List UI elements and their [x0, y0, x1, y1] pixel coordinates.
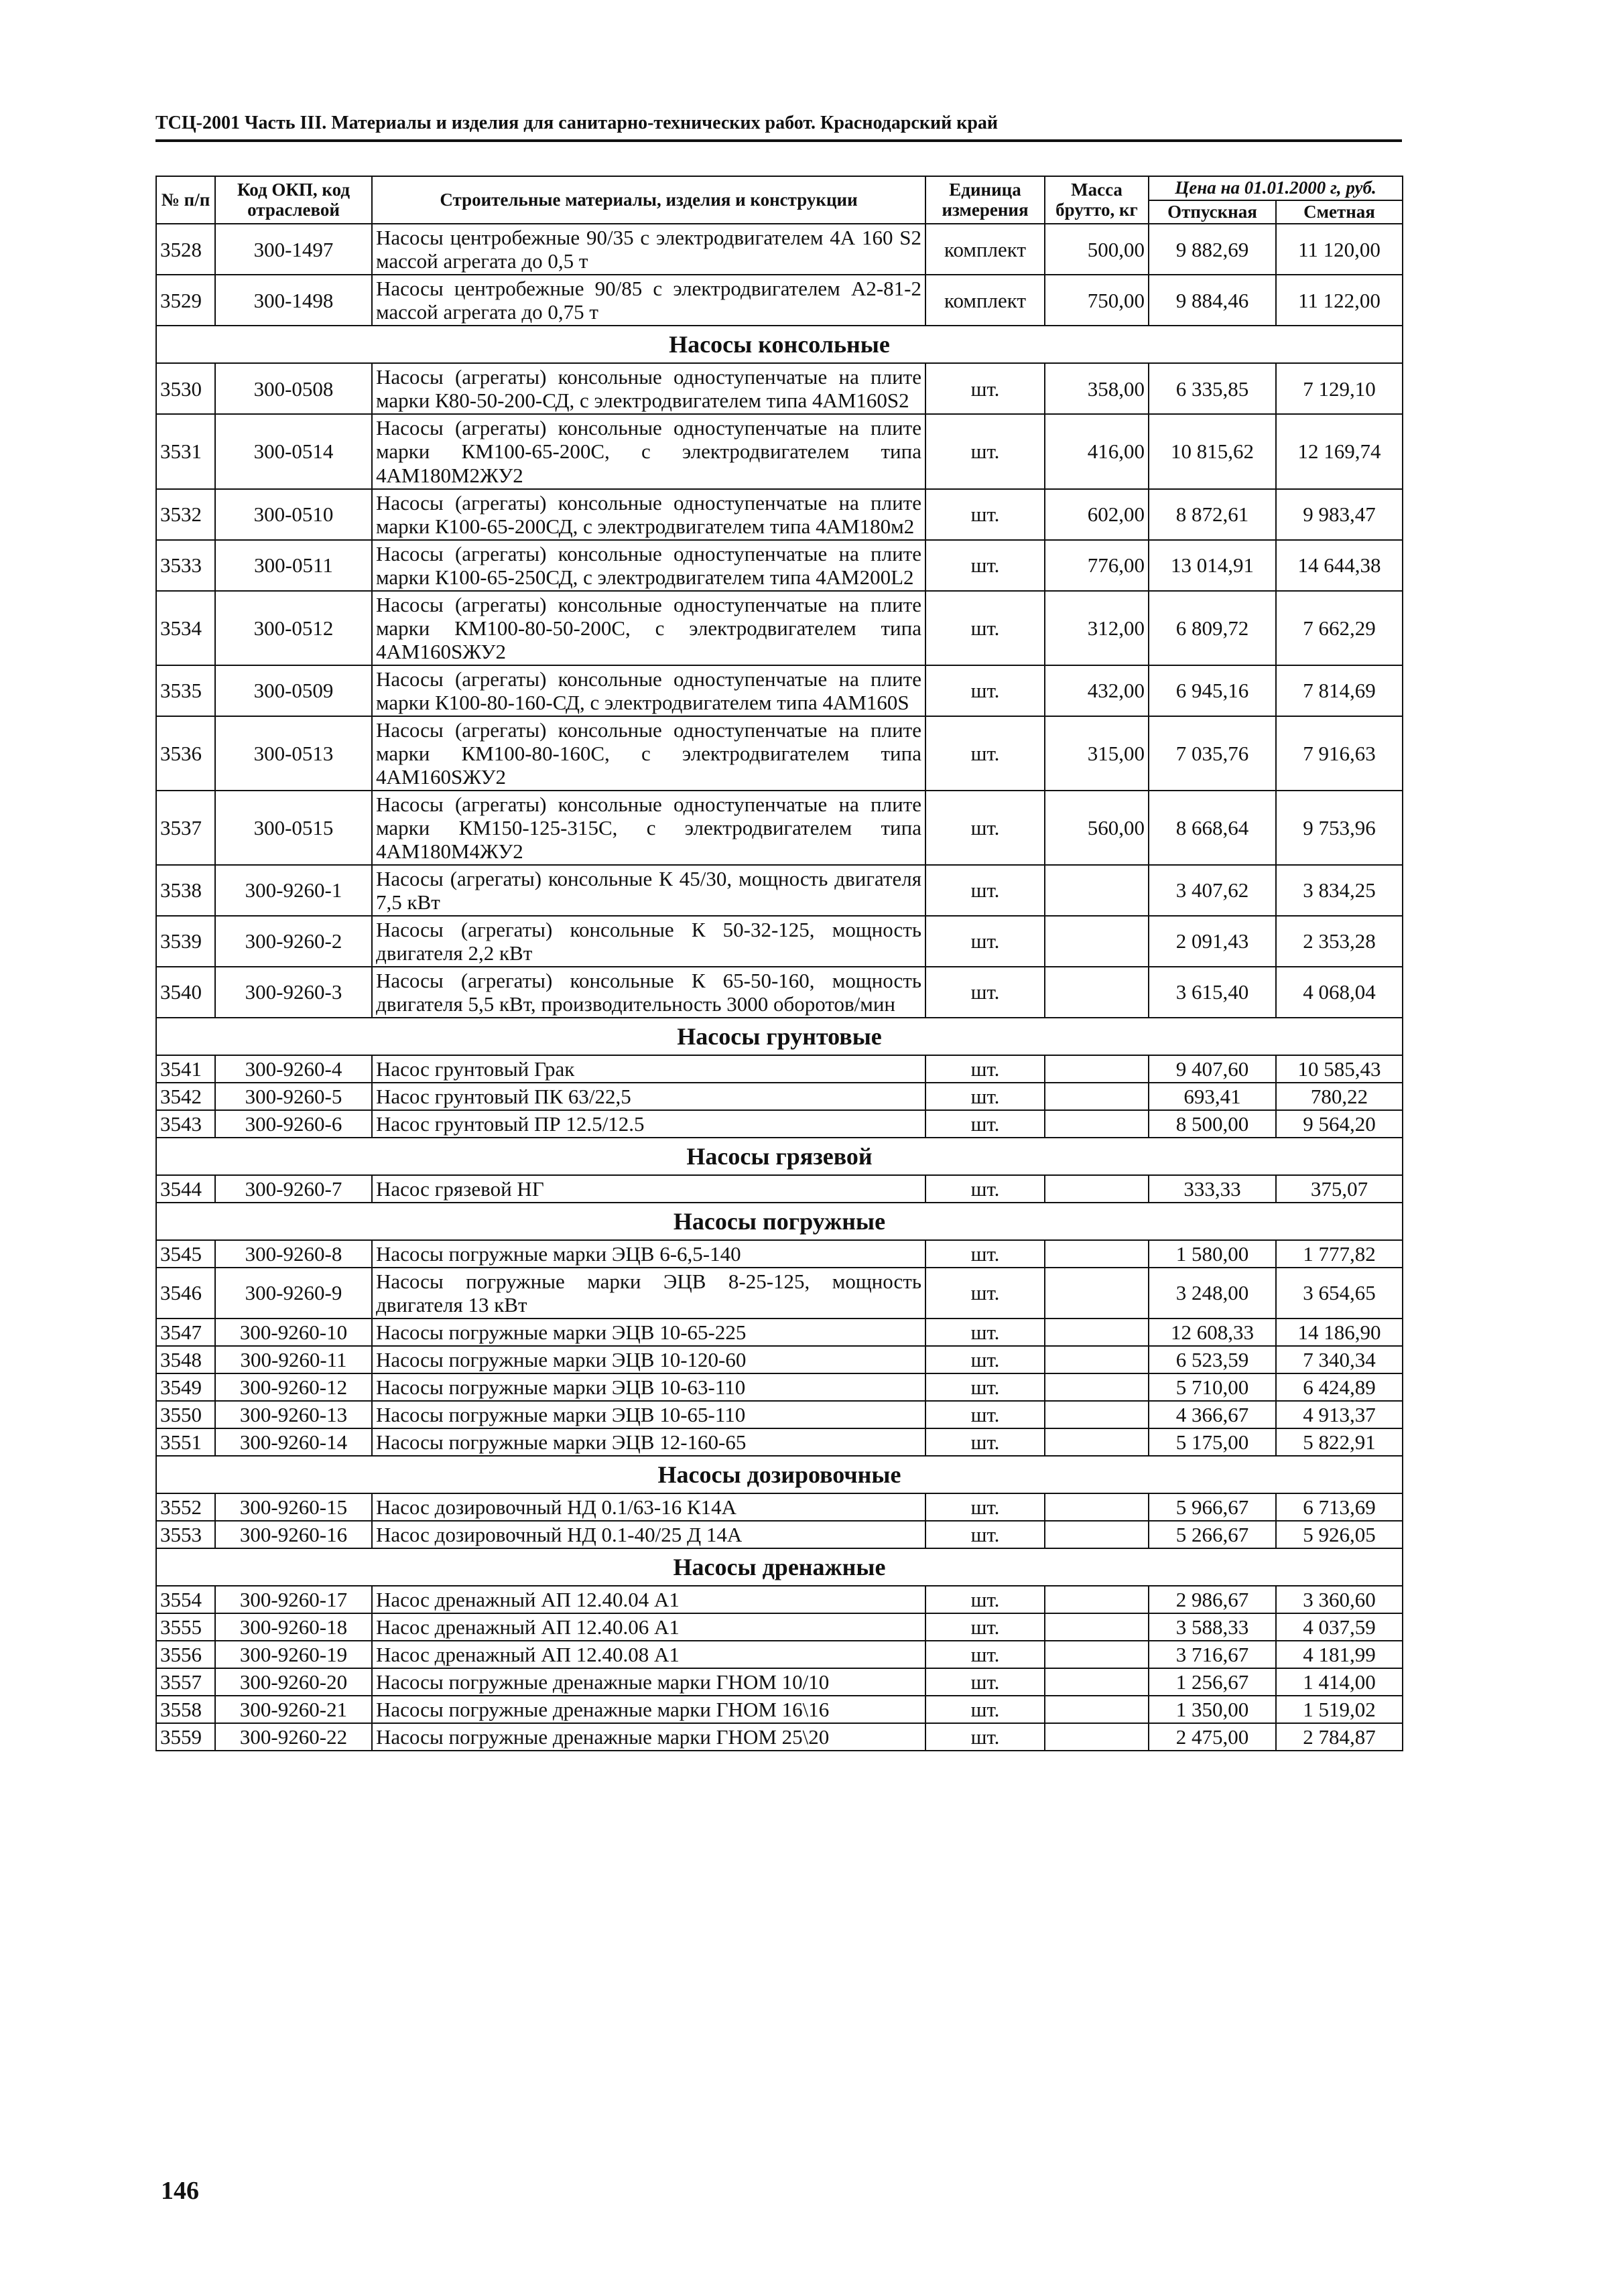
cell-unit: шт.: [925, 414, 1045, 488]
table-row: [156, 1055, 1403, 1083]
cell-num: 3540: [156, 967, 215, 1018]
cell-unit: шт.: [925, 865, 1045, 916]
cell-price-release: 4 366,67: [1149, 1401, 1276, 1428]
cell-price-estimate: 4 037,59: [1276, 1613, 1403, 1641]
cell-code: 300-0514: [215, 414, 372, 488]
cell-unit: шт.: [925, 716, 1045, 791]
section-title: Насосы дозировочные: [156, 1456, 1403, 1493]
table-row: [156, 1083, 1403, 1110]
section-title: Насосы грязевой: [156, 1138, 1403, 1175]
cell-price-release: 6 809,72: [1149, 591, 1276, 665]
table-row: [156, 1175, 1403, 1203]
cell-price-estimate: 14 186,90: [1276, 1319, 1403, 1346]
cell-num: 3537: [156, 791, 215, 865]
cell-name: Насосы погружные марки ЭЦВ 6-6,5-140: [372, 1240, 925, 1268]
table-body: [156, 224, 1403, 1751]
cell-price-release: 1 580,00: [1149, 1240, 1276, 1268]
table-row: [156, 1723, 1403, 1751]
cell-mass: 602,00: [1045, 489, 1149, 540]
cell-name: Насосы погружные дренажные марки ГНОМ 10/10: [372, 1668, 925, 1696]
cell-code: 300-9260-16: [215, 1521, 372, 1548]
cell-unit: шт.: [925, 1175, 1045, 1203]
cell-code: 300-9260-19: [215, 1641, 372, 1668]
cell-num: 3543: [156, 1110, 215, 1138]
cell-name: Насосы погружные марки ЭЦВ 12-160-65: [372, 1428, 925, 1456]
cell-code: 300-1497: [215, 224, 372, 275]
table-row: [156, 1493, 1403, 1521]
cell-num: 3536: [156, 716, 215, 791]
cell-price-release: 3 615,40: [1149, 967, 1276, 1018]
cell-price-release: 6 523,59: [1149, 1346, 1276, 1373]
cell-name: Насосы (агрегаты) консольные одноступенчатые на плите марки К100-65-200СД, с электродвигателем типа 4АМ180м2: [372, 489, 925, 540]
cell-mass: [1045, 1401, 1149, 1428]
cell-price-release: 6 945,16: [1149, 665, 1276, 716]
cell-price-estimate: 7 814,69: [1276, 665, 1403, 716]
cell-unit: шт.: [925, 1521, 1045, 1548]
cell-num: 3534: [156, 591, 215, 665]
cell-unit: шт.: [925, 1696, 1045, 1723]
cell-mass: 432,00: [1045, 665, 1149, 716]
header-price: Цена на 01.01.2000 г, руб.: [1149, 176, 1403, 200]
cell-name: Насосы (агрегаты) консольные К 45/30, мощность двигателя 7,5 кВт: [372, 865, 925, 916]
cell-mass: [1045, 1723, 1149, 1751]
cell-price-estimate: 7 129,10: [1276, 363, 1403, 414]
cell-price-estimate: 7 916,63: [1276, 716, 1403, 791]
cell-mass: [1045, 1613, 1149, 1641]
cell-num: 3547: [156, 1319, 215, 1346]
cell-unit: шт.: [925, 1428, 1045, 1456]
cell-price-estimate: 4 181,99: [1276, 1641, 1403, 1668]
cell-price-release: 3 716,67: [1149, 1641, 1276, 1668]
cell-mass: [1045, 1641, 1149, 1668]
cell-price-estimate: 9 983,47: [1276, 489, 1403, 540]
header-num: № п/п: [156, 176, 215, 224]
cell-unit: шт.: [925, 1401, 1045, 1428]
table-row: [156, 1240, 1403, 1268]
cell-num: 3539: [156, 916, 215, 967]
cell-code: 300-9260-13: [215, 1401, 372, 1428]
cell-mass: [1045, 1521, 1149, 1548]
cell-price-estimate: 7 662,29: [1276, 591, 1403, 665]
cell-price-estimate: 11 122,00: [1276, 275, 1403, 326]
cell-code: 300-9260-2: [215, 916, 372, 967]
cell-name: Насосы центробежные 90/35 с электродвигателем 4А 160 S2 массой агрегата до 0,5 т: [372, 224, 925, 275]
cell-mass: [1045, 1175, 1149, 1203]
page-number: 146: [161, 2177, 199, 2205]
cell-code: 300-9260-4: [215, 1055, 372, 1083]
cell-mass: 560,00: [1045, 791, 1149, 865]
table-row: [156, 1641, 1403, 1668]
cell-name: Насос грунтовый ПР 12.5/12.5: [372, 1110, 925, 1138]
cell-mass: 358,00: [1045, 363, 1149, 414]
table-row: [156, 1346, 1403, 1373]
cell-num: 3548: [156, 1346, 215, 1373]
cell-price-release: 5 266,67: [1149, 1521, 1276, 1548]
cell-price-release: 13 014,91: [1149, 540, 1276, 591]
cell-num: 3556: [156, 1641, 215, 1668]
cell-mass: [1045, 916, 1149, 967]
cell-name: Насос дозировочный НД 0.1-40/25 Д 14А: [372, 1521, 925, 1548]
cell-unit: шт.: [925, 1723, 1045, 1751]
cell-num: 3542: [156, 1083, 215, 1110]
cell-price-release: 5 175,00: [1149, 1428, 1276, 1456]
cell-code: 300-0515: [215, 791, 372, 865]
cell-mass: [1045, 1346, 1149, 1373]
cell-price-release: 8 500,00: [1149, 1110, 1276, 1138]
cell-code: 300-9260-5: [215, 1083, 372, 1110]
cell-price-estimate: 6 424,89: [1276, 1373, 1403, 1401]
section-title: Насосы дренажные: [156, 1548, 1403, 1586]
cell-unit: шт.: [925, 1346, 1045, 1373]
cell-price-release: 1 350,00: [1149, 1696, 1276, 1723]
table-row: [156, 1586, 1403, 1613]
cell-num: 3531: [156, 414, 215, 488]
cell-price-release: 2 986,67: [1149, 1586, 1276, 1613]
table-row: [156, 716, 1403, 791]
cell-mass: [1045, 1586, 1149, 1613]
cell-num: 3558: [156, 1696, 215, 1723]
cell-unit: шт.: [925, 591, 1045, 665]
cell-code: 300-0509: [215, 665, 372, 716]
cell-mass: [1045, 1319, 1149, 1346]
cell-unit: комплект: [925, 224, 1045, 275]
cell-price-release: 7 035,76: [1149, 716, 1276, 791]
cell-price-estimate: 3 654,65: [1276, 1268, 1403, 1319]
cell-mass: [1045, 1083, 1149, 1110]
table-row: [156, 414, 1403, 488]
header-unit: Единица измерения: [925, 176, 1045, 224]
cell-num: 3535: [156, 665, 215, 716]
cell-num: 3538: [156, 865, 215, 916]
cell-code: 300-0508: [215, 363, 372, 414]
cell-mass: [1045, 865, 1149, 916]
cell-name: Насосы погружные марки ЭЦВ 10-65-110: [372, 1401, 925, 1428]
table-row: [156, 275, 1403, 326]
cell-price-estimate: 780,22: [1276, 1083, 1403, 1110]
cell-num: 3551: [156, 1428, 215, 1456]
cell-mass: [1045, 1240, 1149, 1268]
cell-price-release: 3 248,00: [1149, 1268, 1276, 1319]
table-row: [156, 1428, 1403, 1456]
cell-code: 300-9260-7: [215, 1175, 372, 1203]
cell-mass: [1045, 1668, 1149, 1696]
cell-price-release: 333,33: [1149, 1175, 1276, 1203]
cell-mass: 500,00: [1045, 224, 1149, 275]
cell-code: 300-9260-12: [215, 1373, 372, 1401]
cell-price-estimate: 14 644,38: [1276, 540, 1403, 591]
cell-price-estimate: 3 360,60: [1276, 1586, 1403, 1613]
cell-code: 300-9260-8: [215, 1240, 372, 1268]
cell-unit: шт.: [925, 1319, 1045, 1346]
cell-price-estimate: 9 564,20: [1276, 1110, 1403, 1138]
section-row: [156, 1203, 1403, 1240]
cell-name: Насос дозировочный НД 0.1/63-16 К14А: [372, 1493, 925, 1521]
table-row: [156, 1110, 1403, 1138]
table-row: [156, 665, 1403, 716]
cell-unit: шт.: [925, 540, 1045, 591]
cell-num: 3541: [156, 1055, 215, 1083]
cell-price-release: 1 256,67: [1149, 1668, 1276, 1696]
cell-mass: 776,00: [1045, 540, 1149, 591]
cell-name: Насосы центробежные 90/85 с электродвигателем А2-81-2 массой агрегата до 0,75 т: [372, 275, 925, 326]
cell-unit: шт.: [925, 791, 1045, 865]
cell-unit: шт.: [925, 1613, 1045, 1641]
cell-mass: [1045, 967, 1149, 1018]
cell-price-estimate: 1 519,02: [1276, 1696, 1403, 1723]
cell-name: Насос дренажный АП 12.40.06 А1: [372, 1613, 925, 1641]
section-title: Насосы погружные: [156, 1203, 1403, 1240]
cell-name: Насос дренажный АП 12.40.04 А1: [372, 1586, 925, 1613]
cell-price-estimate: 3 834,25: [1276, 865, 1403, 916]
cell-name: Насосы (агрегаты) консольные одноступенчатые на плите марки К100-65-250СД, с электродвигателем типа 4АМ200L2: [372, 540, 925, 591]
table-row: [156, 1373, 1403, 1401]
cell-num: 3546: [156, 1268, 215, 1319]
cell-price-release: 693,41: [1149, 1083, 1276, 1110]
cell-price-release: 10 815,62: [1149, 414, 1276, 488]
section-row: [156, 1138, 1403, 1175]
cell-price-release: 9 407,60: [1149, 1055, 1276, 1083]
cell-code: 300-9260-6: [215, 1110, 372, 1138]
cell-unit: шт.: [925, 1493, 1045, 1521]
table-row: [156, 591, 1403, 665]
cell-name: Насосы (агрегаты) консольные одноступенчатые на плите марки КМ150-125-315С, с электродвигателем типа 4АМ180М4ЖУ2: [372, 791, 925, 865]
cell-code: 300-9260-10: [215, 1319, 372, 1346]
cell-code: 300-9260-11: [215, 1346, 372, 1373]
cell-price-release: 8 872,61: [1149, 489, 1276, 540]
cell-price-release: 2 091,43: [1149, 916, 1276, 967]
cell-mass: 315,00: [1045, 716, 1149, 791]
table-row: [156, 224, 1403, 275]
header-price-release: Отпускная: [1149, 200, 1276, 224]
cell-name: Насосы (агрегаты) консольные К 65-50-160, мощность двигателя 5,5 кВт, производительность 3000 оборотов/мин: [372, 967, 925, 1018]
cell-price-estimate: 4 068,04: [1276, 967, 1403, 1018]
section-title: Насосы консольные: [156, 326, 1403, 363]
cell-unit: шт.: [925, 1240, 1045, 1268]
cell-price-release: 9 882,69: [1149, 224, 1276, 275]
cell-price-release: 5 966,67: [1149, 1493, 1276, 1521]
cell-unit: шт.: [925, 489, 1045, 540]
table-row: [156, 1521, 1403, 1548]
cell-num: 3545: [156, 1240, 215, 1268]
cell-num: 3529: [156, 275, 215, 326]
cell-num: 3544: [156, 1175, 215, 1203]
section-row: [156, 1456, 1403, 1493]
section-row: [156, 1548, 1403, 1586]
section-title: Насосы грунтовые: [156, 1018, 1403, 1055]
cell-mass: [1045, 1373, 1149, 1401]
cell-num: 3553: [156, 1521, 215, 1548]
cell-mass: [1045, 1268, 1149, 1319]
cell-mass: [1045, 1428, 1149, 1456]
cell-unit: шт.: [925, 1083, 1045, 1110]
cell-num: 3549: [156, 1373, 215, 1401]
cell-price-estimate: 9 753,96: [1276, 791, 1403, 865]
cell-unit: шт.: [925, 665, 1045, 716]
cell-unit: комплект: [925, 275, 1045, 326]
cell-price-estimate: 2 784,87: [1276, 1723, 1403, 1751]
cell-unit: шт.: [925, 1268, 1045, 1319]
cell-name: Насосы (агрегаты) консольные К 50-32-125, мощность двигателя 2,2 кВт: [372, 916, 925, 967]
cell-price-estimate: 7 340,34: [1276, 1346, 1403, 1373]
cell-num: 3532: [156, 489, 215, 540]
cell-code: 300-9260-17: [215, 1586, 372, 1613]
table-row: [156, 967, 1403, 1018]
cell-code: 300-1498: [215, 275, 372, 326]
cell-name: Насосы погружные марки ЭЦВ 10-65-225: [372, 1319, 925, 1346]
cell-mass: [1045, 1696, 1149, 1723]
cell-price-estimate: 5 822,91: [1276, 1428, 1403, 1456]
table-row: [156, 1613, 1403, 1641]
table-row: [156, 1696, 1403, 1723]
section-row: [156, 1018, 1403, 1055]
table-row: [156, 916, 1403, 967]
section-row: [156, 326, 1403, 363]
cell-code: 300-9260-3: [215, 967, 372, 1018]
cell-code: 300-0510: [215, 489, 372, 540]
header-name: Строительные материалы, изделия и конструкции: [372, 176, 925, 224]
table-row: [156, 865, 1403, 916]
cell-price-release: 6 335,85: [1149, 363, 1276, 414]
cell-price-release: 8 668,64: [1149, 791, 1276, 865]
cell-num: 3528: [156, 224, 215, 275]
cell-code: 300-9260-20: [215, 1668, 372, 1696]
table-row: [156, 540, 1403, 591]
cell-unit: шт.: [925, 1586, 1045, 1613]
cell-name: Насос грязевой НГ: [372, 1175, 925, 1203]
cell-code: 300-0512: [215, 591, 372, 665]
cell-num: 3533: [156, 540, 215, 591]
cell-unit: шт.: [925, 1055, 1045, 1083]
table-row: [156, 791, 1403, 865]
cell-mass: [1045, 1055, 1149, 1083]
cell-code: 300-9260-9: [215, 1268, 372, 1319]
cell-name: Насосы погружные марки ЭЦВ 8-25-125, мощность двигателя 13 кВт: [372, 1268, 925, 1319]
cell-name: Насосы погружные дренажные марки ГНОМ 16\16: [372, 1696, 925, 1723]
cell-num: 3559: [156, 1723, 215, 1751]
cell-code: 300-9260-14: [215, 1428, 372, 1456]
cell-unit: шт.: [925, 363, 1045, 414]
table-header: [156, 176, 1403, 224]
cell-code: 300-9260-22: [215, 1723, 372, 1751]
cell-unit: шт.: [925, 916, 1045, 967]
cell-price-estimate: 1 414,00: [1276, 1668, 1403, 1696]
cell-name: Насос грунтовый ПК 63/22,5: [372, 1083, 925, 1110]
cell-mass: [1045, 1493, 1149, 1521]
cell-code: 300-0511: [215, 540, 372, 591]
cell-name: Насосы (агрегаты) консольные одноступенчатые на плите марки К80-50-200-СД, с электродвигателем типа 4АМ160S2: [372, 363, 925, 414]
cell-code: 300-9260-1: [215, 865, 372, 916]
cell-name: Насосы (агрегаты) консольные одноступенчатые на плите марки КМ100-65-200С, с электродвигателем типа 4АМ180М2ЖУ2: [372, 414, 925, 488]
table-row: [156, 1668, 1403, 1696]
cell-mass: 416,00: [1045, 414, 1149, 488]
cell-num: 3550: [156, 1401, 215, 1428]
table-row: [156, 1319, 1403, 1346]
cell-price-estimate: 1 777,82: [1276, 1240, 1403, 1268]
cell-code: 300-9260-15: [215, 1493, 372, 1521]
table-row: [156, 1268, 1403, 1319]
cell-name: Насосы погружные дренажные марки ГНОМ 25\20: [372, 1723, 925, 1751]
cell-num: 3554: [156, 1586, 215, 1613]
cell-price-estimate: 11 120,00: [1276, 224, 1403, 275]
page-header: ТСЦ-2001 Часть III. Материалы и изделия для санитарно-технических работ. Краснодарский край: [155, 113, 1402, 142]
cell-code: 300-0513: [215, 716, 372, 791]
cell-price-estimate: 4 913,37: [1276, 1401, 1403, 1428]
cell-num: 3555: [156, 1613, 215, 1641]
cell-name: Насосы (агрегаты) консольные одноступенчатые на плите марки КМ100-80-50-200С, с электродвигателем типа 4АМ160SЖУ2: [372, 591, 925, 665]
cell-price-release: 12 608,33: [1149, 1319, 1276, 1346]
cell-price-release: 2 475,00: [1149, 1723, 1276, 1751]
header-mass: Масса брутто, кг: [1045, 176, 1149, 224]
cell-unit: шт.: [925, 1668, 1045, 1696]
cell-price-release: 3 588,33: [1149, 1613, 1276, 1641]
cell-code: 300-9260-21: [215, 1696, 372, 1723]
cell-price-estimate: 5 926,05: [1276, 1521, 1403, 1548]
table-row: [156, 489, 1403, 540]
cell-num: 3557: [156, 1668, 215, 1696]
cell-unit: шт.: [925, 1373, 1045, 1401]
cell-price-release: 9 884,46: [1149, 275, 1276, 326]
header-code: Код ОКП, код отраслевой: [215, 176, 372, 224]
cell-num: 3530: [156, 363, 215, 414]
price-table: [155, 176, 1403, 1751]
cell-price-estimate: 6 713,69: [1276, 1493, 1403, 1521]
cell-name: Насосы (агрегаты) консольные одноступенчатые на плите марки К100-80-160-СД, с электродвигателем типа 4АМ160S: [372, 665, 925, 716]
cell-unit: шт.: [925, 967, 1045, 1018]
header-price-estimate: Сметная: [1276, 200, 1403, 224]
cell-name: Насос дренажный АП 12.40.08 А1: [372, 1641, 925, 1668]
cell-unit: шт.: [925, 1110, 1045, 1138]
cell-unit: шт.: [925, 1641, 1045, 1668]
table-row: [156, 363, 1403, 414]
cell-name: Насосы (агрегаты) консольные одноступенчатые на плите марки КМ100-80-160С, с электродвигателем типа 4АМ160SЖУ2: [372, 716, 925, 791]
cell-price-estimate: 375,07: [1276, 1175, 1403, 1203]
cell-name: Насосы погружные марки ЭЦВ 10-120-60: [372, 1346, 925, 1373]
cell-price-estimate: 2 353,28: [1276, 916, 1403, 967]
cell-num: 3552: [156, 1493, 215, 1521]
cell-code: 300-9260-18: [215, 1613, 372, 1641]
cell-mass: [1045, 1110, 1149, 1138]
table-row: [156, 1401, 1403, 1428]
cell-name: Насос грунтовый Грак: [372, 1055, 925, 1083]
cell-price-release: 5 710,00: [1149, 1373, 1276, 1401]
cell-mass: 312,00: [1045, 591, 1149, 665]
cell-price-estimate: 12 169,74: [1276, 414, 1403, 488]
cell-name: Насосы погружные марки ЭЦВ 10-63-110: [372, 1373, 925, 1401]
cell-mass: 750,00: [1045, 275, 1149, 326]
cell-price-estimate: 10 585,43: [1276, 1055, 1403, 1083]
cell-price-release: 3 407,62: [1149, 865, 1276, 916]
